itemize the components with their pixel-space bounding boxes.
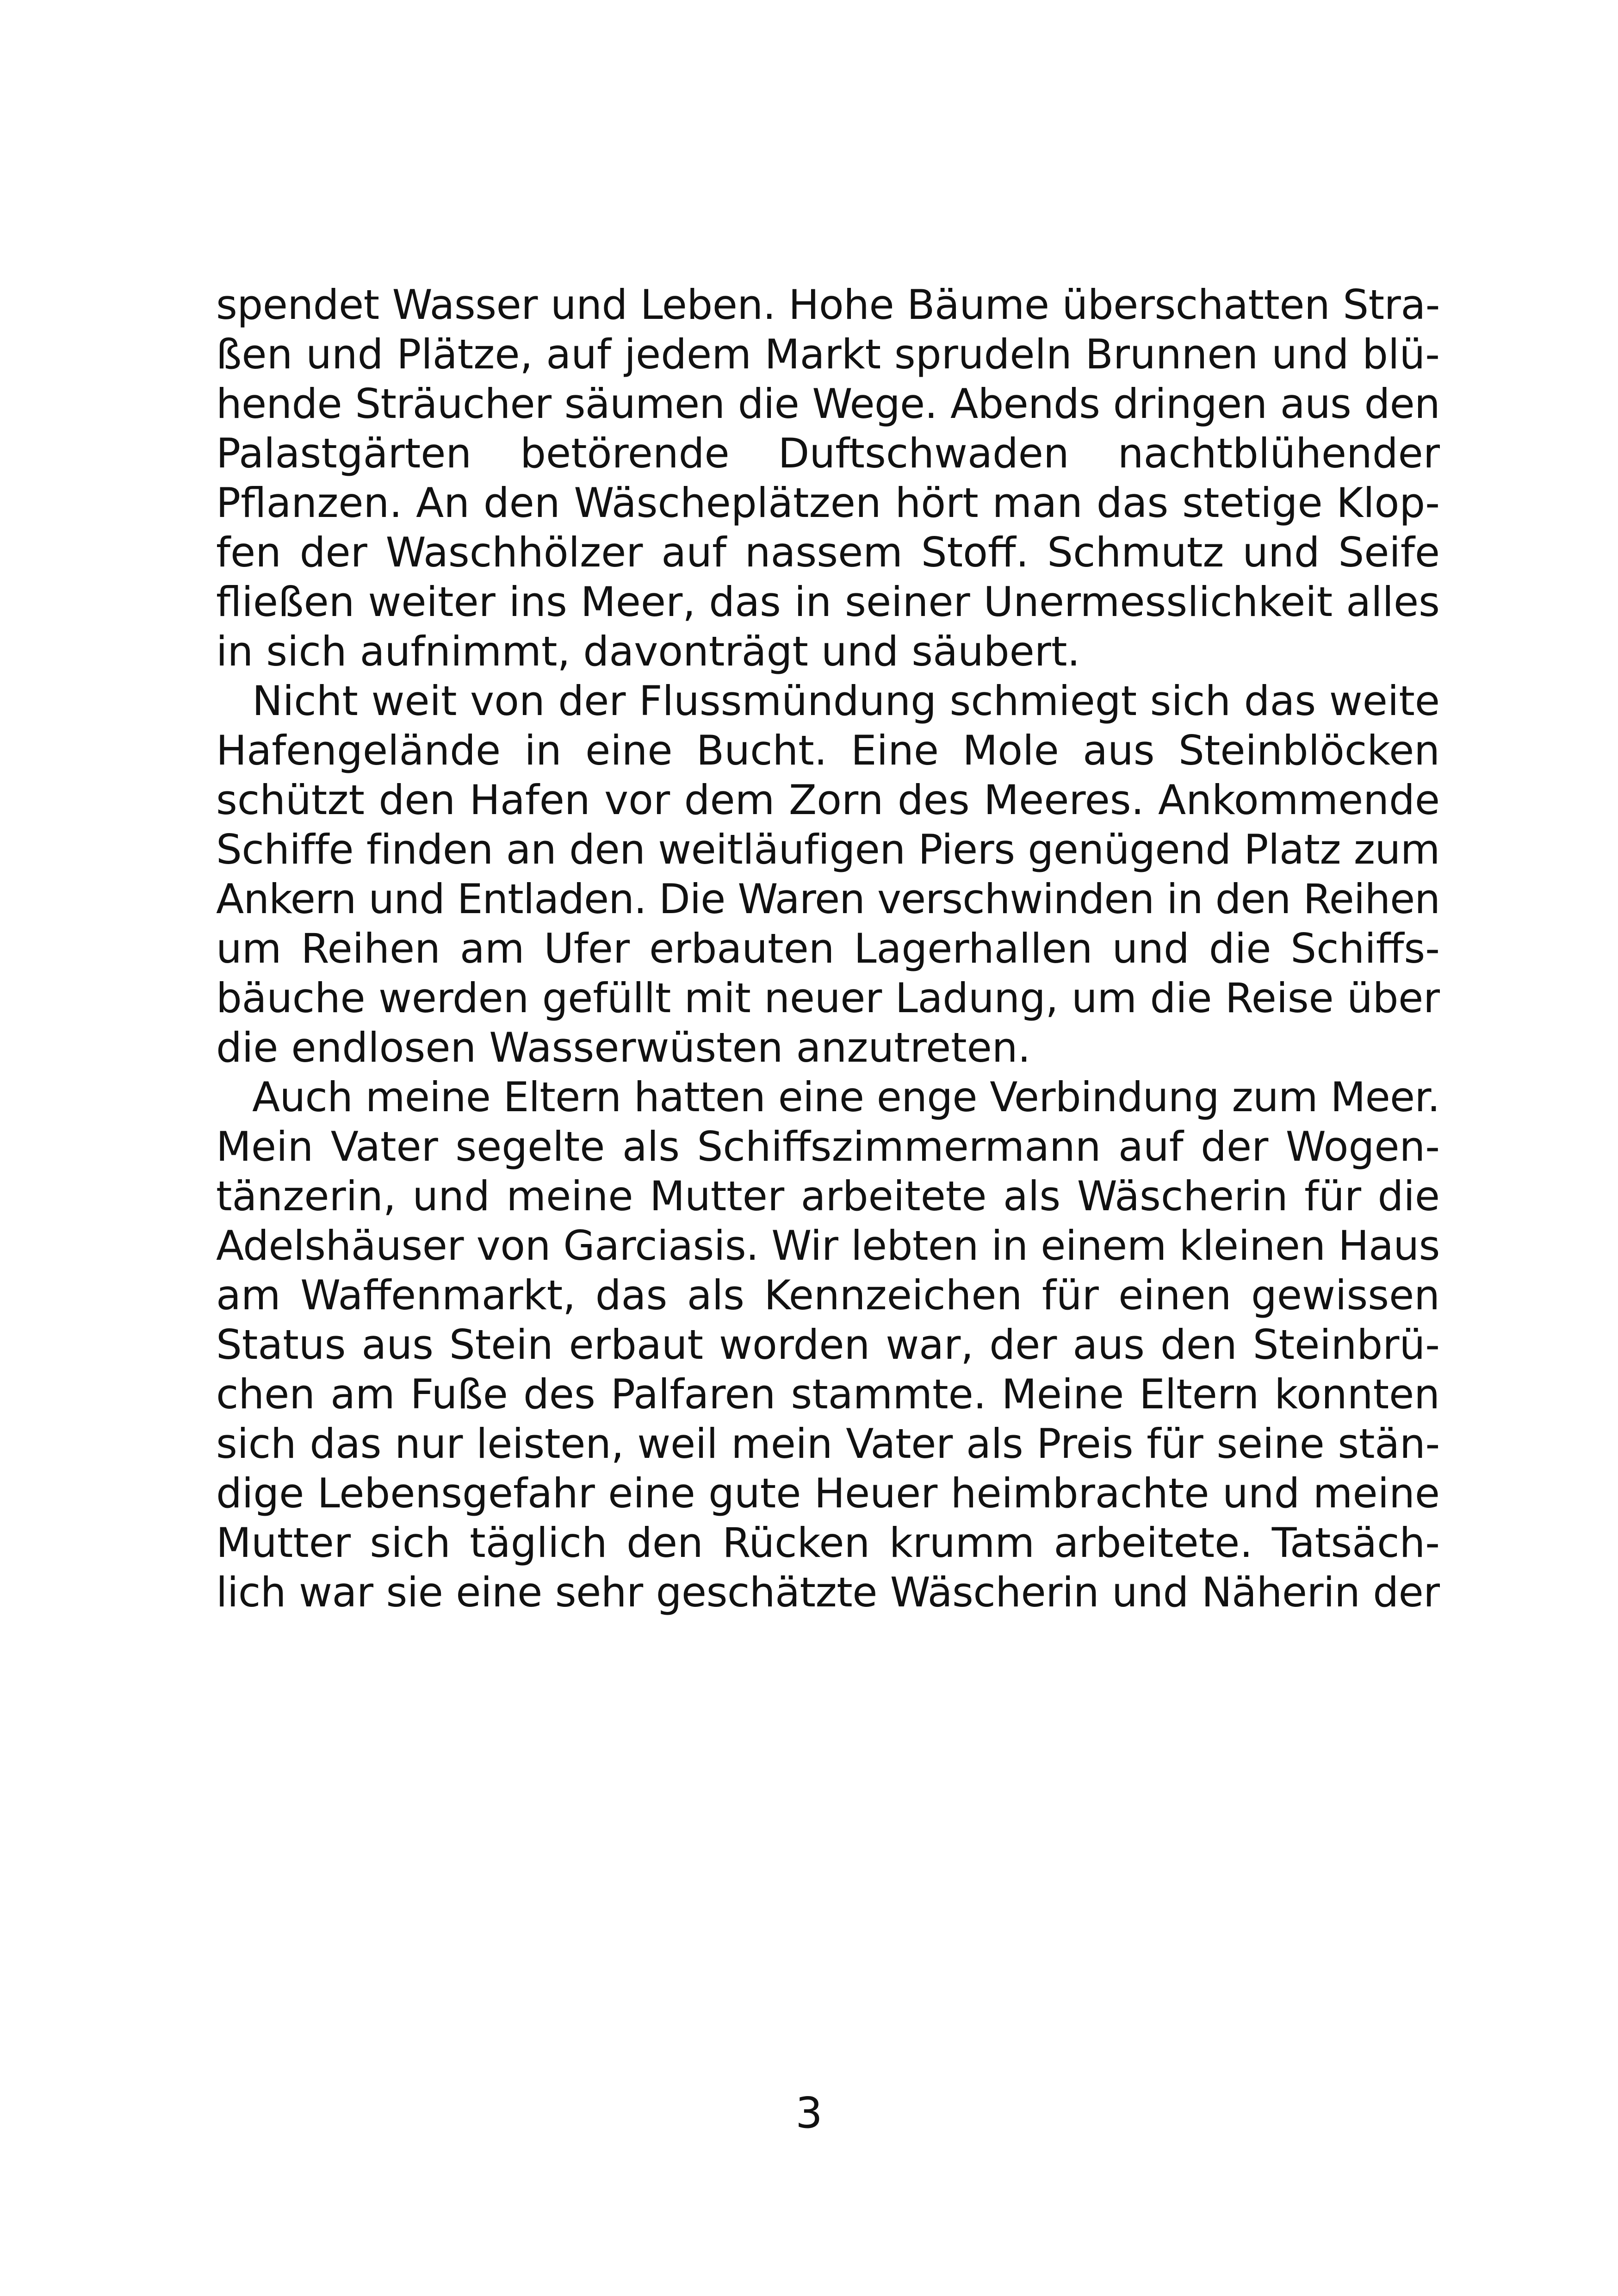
text-line: in sich aufnimmt, davonträgt und säubert.	[216, 628, 1080, 675]
text-line: Auch meine Eltern hatten eine enge Verbindung zum Meer.	[252, 1073, 1440, 1121]
text-line: chen am Fuße des Palfaren stammte. Meine Eltern konnten	[216, 1370, 1440, 1418]
text-line: spendet Wasser und Leben. Hohe Bäume überschatten Stra-	[216, 281, 1440, 329]
text-line: hende Sträucher säumen die Wege. Abends dringen aus den	[216, 380, 1440, 428]
text-line: Ankern und Entladen. Die Waren verschwinden in den Reihen	[216, 875, 1440, 923]
text-line: um Reihen am Ufer erbauten Lagerhallen und die Schiffs-	[216, 925, 1440, 972]
text-line: Adelshäuser von Garciasis. Wir lebten in einem kleinen Haus	[216, 1222, 1440, 1269]
text-line: tänzerin, und meine Mutter arbeitete als Wäscherin für die	[216, 1172, 1440, 1220]
text-line: sich das nur leisten, weil mein Vater als Preis für seine stän-	[216, 1420, 1440, 1468]
text-line: schützt den Hafen vor dem Zorn des Meeres. Ankommende	[216, 776, 1440, 824]
text-line: Mein Vater segelte als Schiffszimmermann auf der Wogen-	[216, 1123, 1440, 1170]
text-line: fließen weiter ins Meer, das in seiner Unermesslichkeit alles	[216, 578, 1440, 626]
text-line: Mutter sich täglich den Rücken krumm arbeitete. Tatsäch-	[216, 1519, 1440, 1567]
text-line: Pflanzen. An den Wäscheplätzen hört man das stetige Klop-	[216, 479, 1440, 527]
text-line: Palastgärten betörende Duftschwaden nachtblühender	[216, 429, 1440, 477]
text-line: fen der Waschhölzer auf nassem Stoff. Schmutz und Seife	[216, 529, 1440, 576]
text-line: ßen und Plätze, auf jedem Markt sprudeln Brunnen und blü-	[216, 330, 1440, 378]
text-line: die endlosen Wasserwüsten anzutreten.	[216, 1024, 1031, 1071]
text-line: am Waffenmarkt, das als Kennzeichen für einen gewissen	[216, 1271, 1440, 1319]
text-line: lich war sie eine sehr geschätzte Wäscherin und Näherin der	[216, 1568, 1440, 1616]
page-number: 3	[795, 2088, 823, 2138]
text-line: Schiffe finden an den weitläufigen Piers genügend Platz zum	[216, 826, 1440, 873]
text-line: bäuche werden gefüllt mit neuer Ladung, um die Reise über	[216, 974, 1440, 1022]
body-text	[216, 280, 1440, 1617]
text-line: Status aus Stein erbaut worden war, der aus den Steinbrü-	[216, 1321, 1440, 1369]
text-line: Nicht weit von der Flussmündung schmiegt sich das weite	[252, 677, 1440, 725]
text-line: dige Lebensgefahr eine gute Heuer heimbrachte und meine	[216, 1469, 1440, 1517]
text-line: Hafengelände in eine Bucht. Eine Mole aus Steinblöcken	[216, 727, 1440, 774]
